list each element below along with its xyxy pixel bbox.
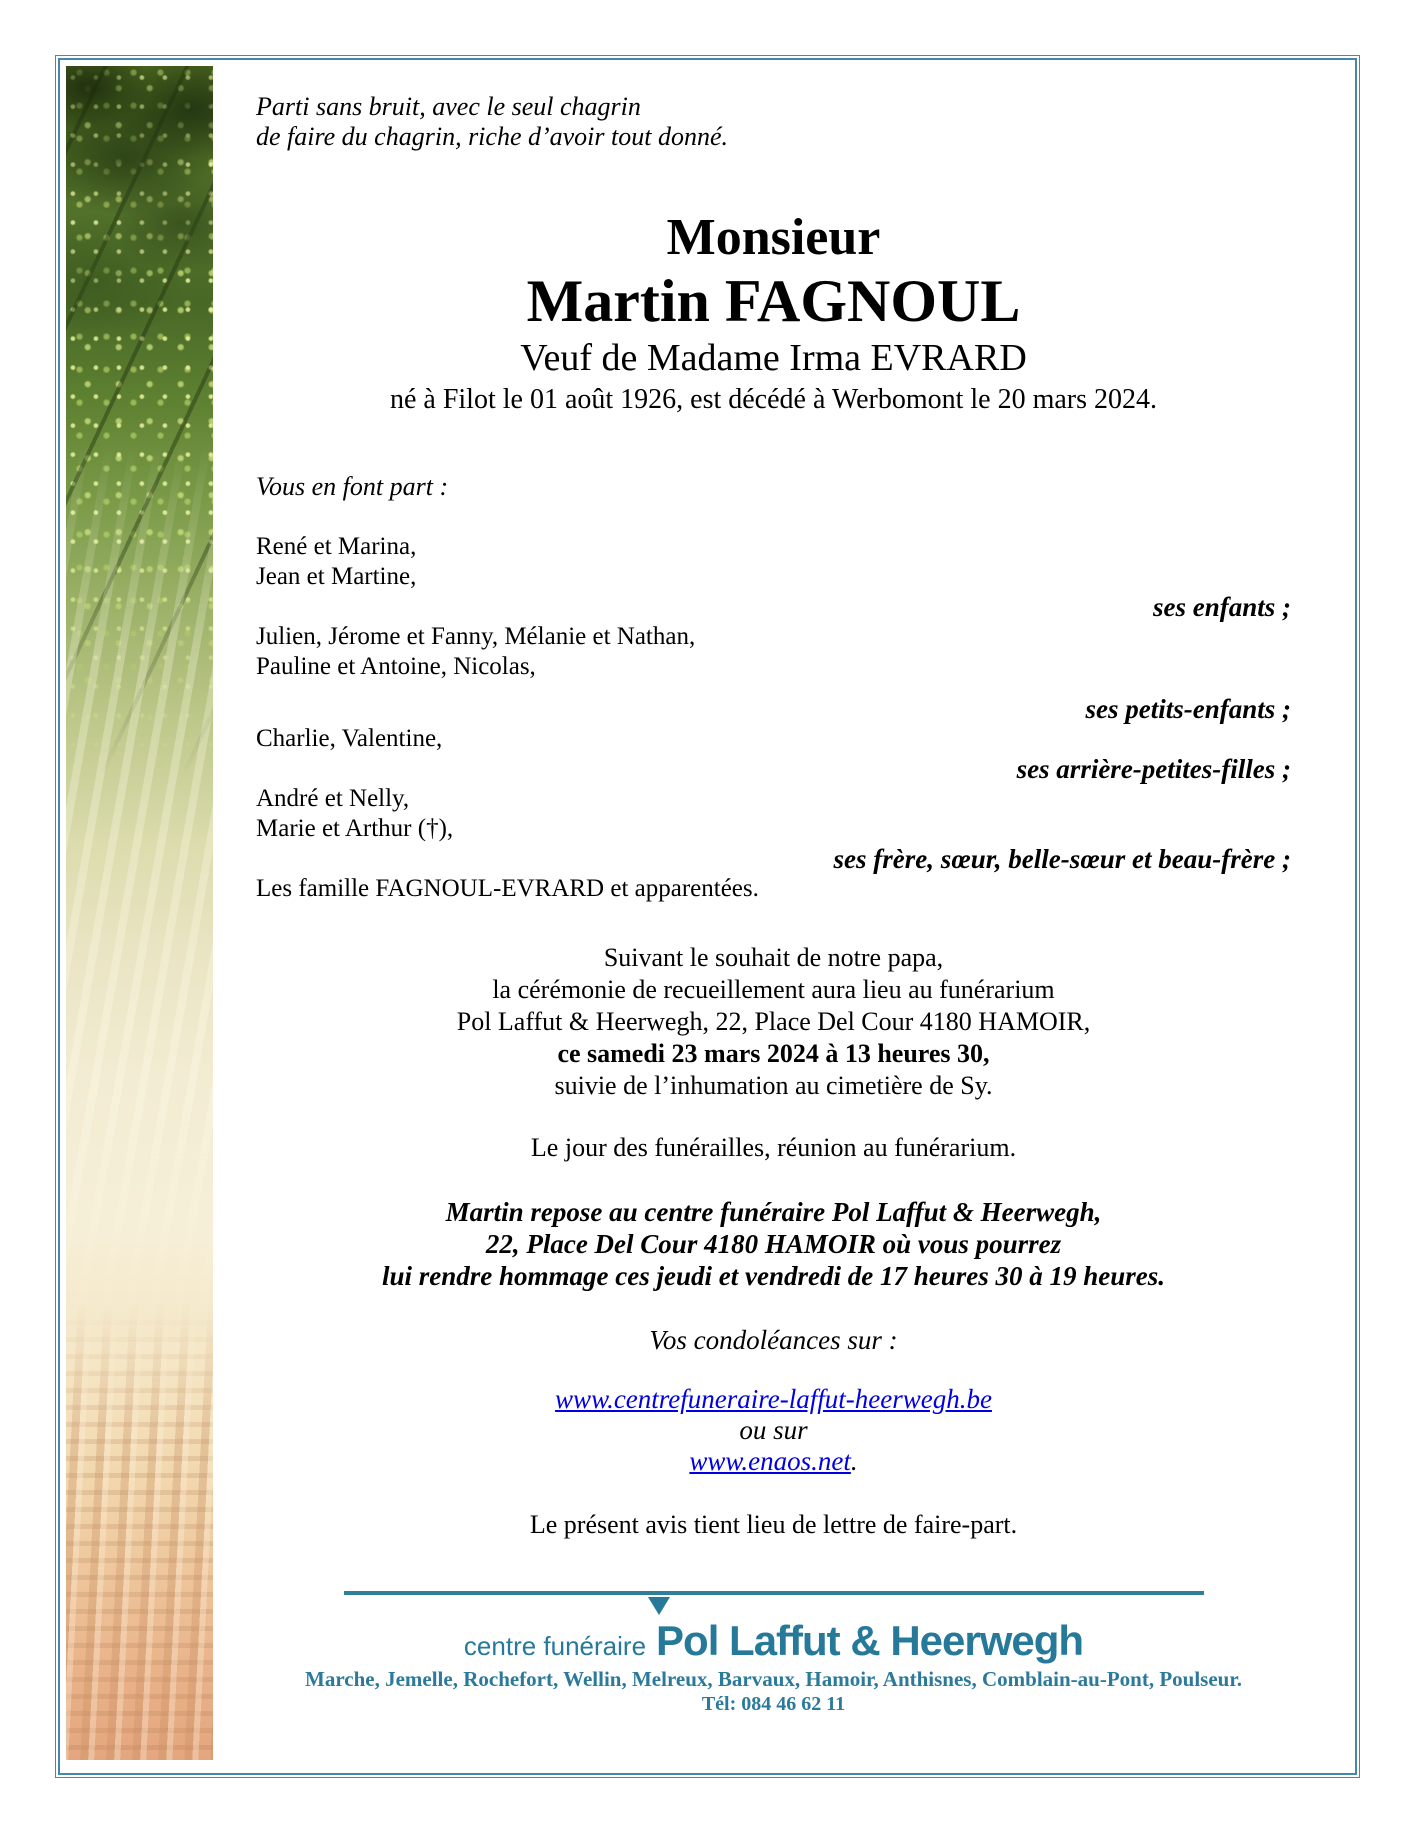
family-names: René et Marina, [256, 533, 417, 560]
enaos-link[interactable]: www.enaos.net [689, 1446, 851, 1476]
salutation: Monsieur [666, 209, 881, 266]
epigraph-line-2: de faire du chagrin, riche d’avoir tout donné. [256, 122, 729, 151]
repose-block [256, 1196, 1291, 1292]
link-period: . [850, 1446, 858, 1476]
ceremony-line: la cérémonie de recueillement aura lieu au funérarium [492, 975, 1055, 1004]
ceremony-block [256, 942, 1291, 1102]
condolence-links [256, 1384, 1291, 1477]
footer-locations: Marche, Jemelle, Rochefort, Wellin, Melreux, Barvaux, Hamoir, Anthisnes, Comblain-au-Pont, Poulseur. [305, 1667, 1242, 1691]
brand-name-text: Pol Laffut & Heerwegh [656, 1617, 1084, 1664]
repose-line: lui rendre hommage ces jeudi et vendredi de 17 heures 30 à 19 heures. [382, 1261, 1165, 1291]
repose-line: 22, Place Del Cour 4180 HAMOIR où vous pourrez [485, 1229, 1062, 1259]
ceremony-line: suivie de l’inhumation au cimetière de Sy. [554, 1071, 993, 1100]
footer-phone: Tél: 084 46 62 11 [701, 1693, 846, 1715]
funeral-home-logo [256, 1617, 1291, 1665]
condolences-label: Vos condoléances sur : [649, 1325, 898, 1355]
epigraph [256, 92, 1291, 152]
page-border-frame [55, 55, 1360, 1778]
announce-intro: Vous en font part : [256, 472, 449, 501]
ceremony-line: Pol Laffut & Heerwegh, 22, Place Del Cour 4180 HAMOIR, [456, 1007, 1091, 1036]
family-names: Marie et Arthur (†), [256, 815, 454, 842]
reunion-line: Le jour des funérailles, réunion au funérarium. [530, 1133, 1017, 1162]
family-list [256, 532, 1291, 904]
family-names: Jean et Martine, [256, 563, 417, 590]
families-line: Les famille FAGNOUL-EVRARD et apparentées. [256, 875, 759, 902]
widower-line: Veuf de Madame Irma EVRARD [520, 337, 1027, 379]
funeral-home-link[interactable]: www.centrefuneraire-laffut-heerwegh.be [555, 1384, 992, 1414]
funeral-home-link-row [256, 1384, 1291, 1415]
relation-label: ses petits-enfants ; [1085, 694, 1291, 724]
relation-label: ses frère, sœur, belle-sœur et beau-frère ; [833, 844, 1291, 874]
page-border-inner [58, 58, 1357, 1775]
funeral-home-footer [256, 1591, 1291, 1715]
announcement-body [220, 60, 1355, 1773]
title-block [256, 208, 1291, 418]
deceased-name: Martin FAGNOUL [526, 268, 1021, 334]
family-names: André et Nelly, [256, 785, 410, 812]
family-names: Pauline et Antoine, Nicolas, [256, 653, 536, 680]
photo-light-beams [66, 439, 213, 1320]
ou-sur-text: ou sur [739, 1415, 808, 1445]
epigraph-line-1: Parti sans bruit, avec le seul chagrin [256, 92, 641, 121]
enaos-link-row [256, 1446, 1291, 1477]
footer-separator-line [344, 1591, 1204, 1595]
repose-line: Martin repose au centre funéraire Pol Laffut & Heerwegh, [445, 1197, 1102, 1227]
relation-label: ses arrière-petites-filles ; [1016, 754, 1291, 784]
family-names: Julien, Jérome et Fanny, Mélanie et Nathan, [256, 623, 696, 650]
family-names: Charlie, Valentine, [256, 725, 443, 752]
ceremony-date-line: ce samedi 23 mars 2024 à 13 heures 30, [557, 1039, 990, 1068]
brand-prefix: centre funéraire [463, 1631, 647, 1661]
closing-line: Le présent avis tient lieu de lettre de faire-part. [529, 1510, 1018, 1539]
forest-path-photo [66, 66, 213, 1760]
ceremony-line: Suivant le souhait de notre papa, [603, 943, 944, 972]
brand-name [656, 1617, 1083, 1665]
birth-death-line: né à Filot le 01 août 1926, est décédé à Werbomont le 20 mars 2024. [389, 384, 1158, 415]
relation-label: ses enfants ; [1152, 592, 1291, 622]
triangle-down-icon [648, 1597, 670, 1615]
photo-path-texture [66, 1303, 213, 1760]
